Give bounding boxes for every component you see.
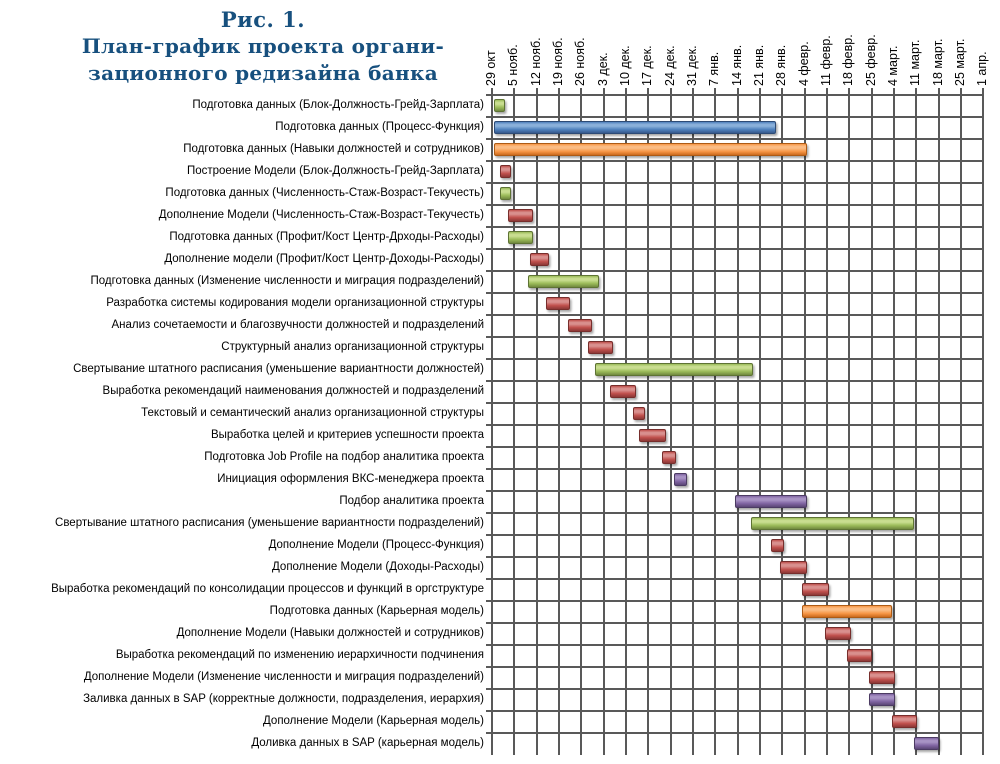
gantt-bar [494, 99, 505, 112]
gridline-horizontal [486, 336, 984, 338]
task-label: Выработка рекомендаций наименования должностей и подразделений [102, 385, 484, 397]
gridline-vertical [759, 88, 761, 755]
gantt-bar [780, 561, 807, 574]
figure-title [38, 6, 488, 87]
date-tick-label: 11 февр. [819, 35, 833, 86]
figure-title-line-2: зационного редизайна банка [88, 61, 438, 85]
task-label: Построение Модели (Блок-Должность-Грейд-Зарплата) [186, 165, 484, 177]
gantt-bar [508, 209, 534, 222]
gridline-horizontal [486, 358, 984, 360]
gridline-horizontal [486, 292, 984, 294]
gridline-horizontal [486, 622, 984, 624]
gridline-horizontal [486, 204, 984, 206]
gantt-bar [847, 649, 872, 662]
gantt-bar [869, 671, 895, 684]
gridline-vertical [603, 88, 605, 755]
gridline-vertical [513, 88, 515, 755]
task-label: Разработка системы кодирования модели организационной структуры [106, 297, 484, 309]
task-label: Заливка данных в SAP (корректные должности, подразделения, иерархия) [83, 693, 484, 705]
gridline-horizontal [486, 710, 984, 712]
gridline-horizontal [486, 688, 984, 690]
task-label: Подготовка данных (Блок-Должность-Грейд-Зарплата) [192, 99, 484, 111]
date-tick-label: 14 янв. [729, 44, 744, 86]
gridline-horizontal [486, 556, 984, 558]
task-label: Дополнение Модели (Процесс-Функция) [268, 539, 484, 551]
gridline-vertical [781, 88, 783, 755]
gridline-horizontal [486, 160, 984, 162]
gantt-bar [500, 165, 511, 178]
date-tick-label: 12 нояб. [528, 37, 543, 86]
task-label: Подготовка данных (Навыки должностей и сотрудников) [183, 143, 484, 155]
task-label: Дополнение Модели (Численность-Стаж-Возраст-Текучесть) [158, 209, 484, 221]
date-tick-label: 18 февр. [841, 34, 856, 86]
gridline-horizontal [486, 314, 984, 316]
gridline-horizontal [486, 226, 984, 228]
task-label: Подготовка данных (Процесс-Функция) [275, 121, 484, 133]
date-tick-label: 28 янв. [774, 44, 789, 86]
gridline-vertical [960, 88, 962, 755]
gridline-horizontal [486, 732, 984, 734]
gantt-bar [494, 143, 807, 156]
gantt-bar [633, 407, 645, 420]
gantt-bar [500, 187, 511, 200]
task-label: Дополнение модели (Профит/Кост Центр-Доходы-Расходы) [164, 253, 484, 265]
date-tick-label: 24 дек. [662, 45, 677, 86]
gantt-bar [674, 473, 687, 486]
task-label: Подготовка данных (Изменение численности и миграция подразделений) [90, 275, 484, 287]
gridline-vertical [536, 88, 538, 755]
date-tick-label: 26 нояб. [573, 37, 588, 86]
gridline-horizontal [486, 138, 984, 140]
task-label: Текстовый и семантический анализ организационной структуры [141, 407, 484, 419]
gridline-vertical [893, 88, 895, 755]
task-label: Дополнение Модели (Карьерная модель) [263, 715, 484, 727]
gridline-horizontal [486, 468, 984, 470]
gridline-horizontal [486, 182, 984, 184]
gridline-horizontal [486, 644, 984, 646]
gridline-horizontal [486, 534, 984, 536]
gridline-vertical [737, 88, 739, 755]
gridline-vertical [938, 88, 940, 755]
gridline-vertical [670, 88, 672, 755]
gantt-bar [825, 627, 852, 640]
task-label: Подготовка данных (Карьерная модель) [269, 605, 484, 617]
date-tick-label: 1 апр. [975, 51, 990, 86]
figure-caption: Рис. 1. [220, 7, 306, 32]
task-label: Подготовка данных (Численность-Стаж-Возраст-Текучесть) [165, 187, 484, 199]
date-tick-label: 18 март. [930, 38, 945, 86]
gridline-vertical [647, 88, 649, 755]
date-tick-label: 10 дек. [618, 45, 632, 86]
task-label: Анализ сочетаемости и благозвучности должностей и подразделений [111, 319, 484, 331]
task-label: Выработка целей и критериев успешности проекта [210, 429, 484, 441]
gantt-bar [595, 363, 754, 376]
date-tick-label: 11 март. [908, 39, 923, 86]
date-tick-label: 4 март. [885, 45, 900, 86]
gantt-bar [610, 385, 636, 398]
gridline-horizontal [486, 512, 984, 514]
gridline-vertical [580, 88, 582, 755]
gridline-vertical [491, 88, 493, 755]
gantt-bar [639, 429, 666, 442]
gantt-bar [588, 341, 613, 354]
gantt-bar [568, 319, 593, 332]
date-tick-label: 3 дек. [595, 52, 610, 86]
gantt-bar [869, 693, 895, 706]
gridline-vertical [804, 88, 806, 755]
date-tick-label: 21 янв. [752, 44, 766, 86]
gantt-bar [735, 495, 807, 508]
gantt-bar [802, 605, 891, 618]
gantt-bar [528, 275, 600, 288]
gridline-vertical [625, 88, 627, 755]
task-label: Выработка рекомендаций по консолидации процессов и функций в оргструктуре [51, 583, 484, 595]
gridline-horizontal [486, 446, 984, 448]
gridline-horizontal [486, 578, 984, 580]
date-tick-label: 19 нояб. [551, 37, 565, 86]
task-label: Доливка данных в SAP (карьерная модель) [251, 737, 484, 749]
gantt-bar [508, 231, 534, 244]
gantt-bar [802, 583, 829, 596]
gridline-vertical [915, 88, 917, 755]
gridline-vertical [714, 88, 716, 755]
task-label: Дополнение Модели (Доходы-Расходы) [272, 561, 484, 573]
gridline-vertical [982, 88, 984, 755]
gridline-vertical [826, 88, 828, 755]
task-label: Инициация оформления ВКС-менеджера проекта [217, 473, 484, 485]
gantt-bar [914, 737, 939, 750]
task-label: Подбор аналитика проекта [339, 495, 484, 507]
gantt-bar [546, 297, 571, 310]
gridline-vertical [692, 88, 694, 755]
gridline-horizontal [486, 248, 984, 250]
task-label: Выработка рекомендаций по изменению иерархичности подчинения [115, 649, 484, 661]
task-label: Структурный анализ организационной структуры [221, 341, 484, 353]
gantt-bar [662, 451, 677, 464]
gridline-horizontal [486, 116, 984, 118]
gantt-bar [530, 253, 549, 266]
gridline-vertical [558, 88, 560, 755]
gridline-horizontal [486, 666, 984, 668]
task-label: Дополнение Модели (Изменение численности и миграция подразделений) [83, 671, 484, 683]
gantt-bar [771, 539, 784, 552]
task-label: Свертывание штатного расписания (уменьшение вариантности подразделений) [55, 517, 484, 529]
gantt-bar [494, 121, 775, 134]
gridline-horizontal [486, 270, 984, 272]
task-label: Свертывание штатного расписания (уменьшение вариантности должностей) [73, 363, 484, 375]
date-tick-label: 7 янв. [707, 51, 722, 86]
date-tick-label: 25 март. [952, 38, 967, 86]
gridline-horizontal [486, 380, 984, 382]
gridline-horizontal [486, 402, 984, 404]
date-tick-label: 5 нояб. [506, 44, 521, 86]
task-label: Дополнение Модели (Навыки должностей и сотрудников) [176, 627, 484, 639]
date-tick-label: 4 февр. [796, 41, 811, 86]
task-label: Подготовка Job Profile на подбор аналитика проекта [204, 451, 484, 463]
date-tick-label: 29 окт [484, 50, 498, 86]
date-tick-label: 31 дек. [685, 45, 699, 86]
gridline-horizontal [486, 490, 984, 492]
gridline-horizontal [486, 94, 984, 96]
date-tick-label: 25 февр. [863, 34, 878, 86]
gridline-horizontal [486, 424, 984, 426]
task-label: Подготовка данных (Профит/Кост Центр-Дрходы-Расходы) [169, 231, 484, 243]
gridline-horizontal [486, 600, 984, 602]
figure-title-line-1: План-график проекта органи- [81, 34, 445, 58]
date-tick-label: 17 дек. [640, 45, 655, 86]
gantt-bar [892, 715, 918, 728]
gantt-bar [751, 517, 914, 530]
